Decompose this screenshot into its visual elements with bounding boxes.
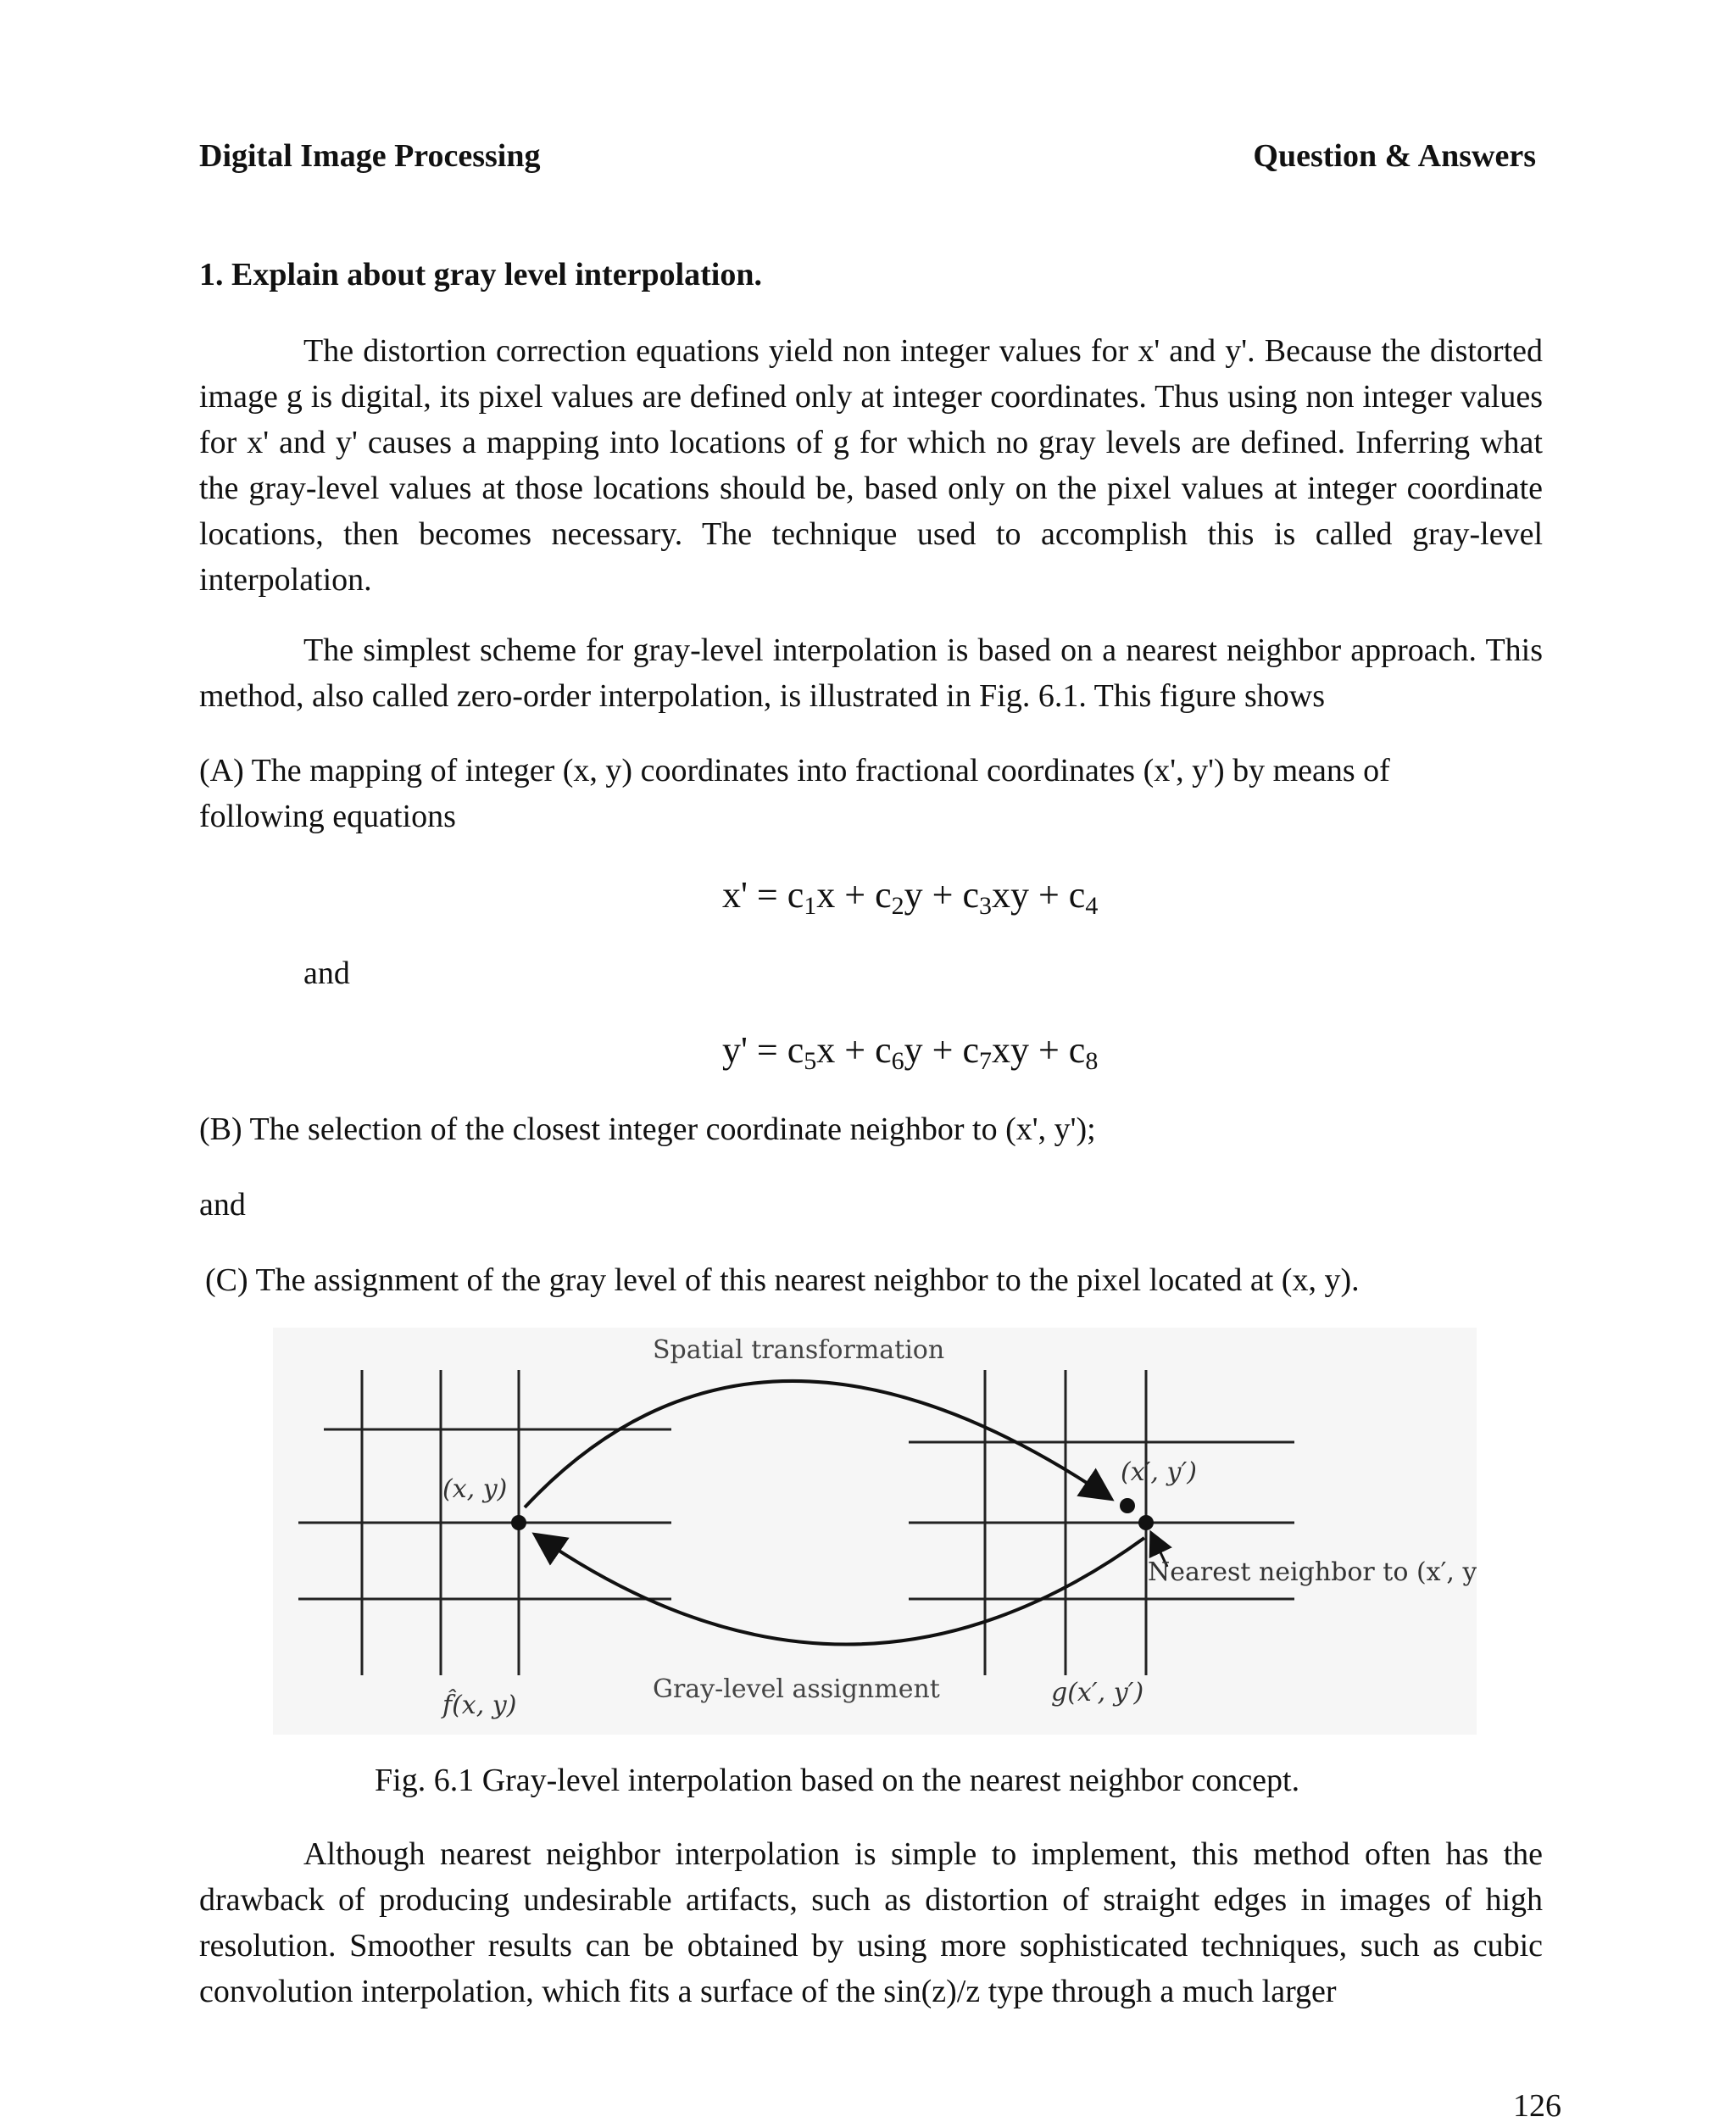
- label-xy: (x, y): [442, 1474, 508, 1504]
- spatial-transformation-arrow: [525, 1381, 1109, 1507]
- connector-and: and: [303, 955, 350, 991]
- point-x-prime-y-prime: [1120, 1498, 1135, 1513]
- point-xy: [511, 1515, 526, 1530]
- page-number: 126: [1513, 2088, 1561, 2124]
- figure-caption: Fig. 6.1 Gray-level interpolation based on the nearest neighbor concept.: [375, 1763, 1300, 1798]
- item-b: (B) The selection of the closest integer coordinate neighbor to (x', y');: [199, 1111, 1096, 1147]
- equation-y-prime: $y' = c_5x + c_6y + c_7xy + c_8$: [722, 1029, 1099, 1075]
- left-grid: [298, 1370, 671, 1675]
- paragraph-artifacts: Although nearest neighbor interpolation is simple to implement, this method often has the drawback of producing undesirable artifacts, such as distortion of straight edges in images of high resolution. Smoother results can be obtained by using more sophisticated techniques, such as cubic convolution interpolation, which fits a surface of the sin(z)/z type through a much larger: [199, 1836, 1543, 2009]
- label-f-hat: f̂(x, y): [442, 1691, 517, 1720]
- label-spatial-transformation: Spatial transformation: [653, 1335, 945, 1365]
- paragraph-nearest-neighbor: The simplest scheme for gray-level interpolation is based on a nearest neighbor approach. This method, also called zero-order interpolation, is illustrated in Fig. 6.1. This figure shows: [199, 632, 1543, 714]
- right-grid: [909, 1370, 1294, 1675]
- equation-x-prime: $x' = c_1x + c_2y + c_3xy + c_4$: [722, 874, 1099, 920]
- connector-and-2: and: [199, 1187, 246, 1223]
- question-title: 1. Explain about gray level interpolation.: [199, 257, 762, 292]
- figure-diagram: [273, 1328, 1477, 1735]
- item-a: (A) The mapping of integer (x, y) coordinates into fractional coordinates (x', y') by means of following equations: [199, 753, 1390, 834]
- label-x-prime-y-prime: (x′, y′): [1121, 1457, 1197, 1487]
- label-gray-level-assignment: Gray-level assignment: [653, 1674, 940, 1704]
- paragraph-intro: The distortion correction equations yield non integer values for x' and y'. Because the distorted image g is digital, its pixel values are defined only at integer coordinates. Thus using non integer values for x' and y' causes a mapping into locations of g for which no gray levels are defined. Inferring what the gray-level values at those locations should be, based only on the pixel values at integer coordinate locations, then becomes necessary. The technique used to accomplish this is called gray-level interpolation.: [199, 333, 1543, 598]
- gray-level-assignment-arrow: [537, 1536, 1144, 1645]
- figure-nearest-neighbor: [273, 1328, 1477, 1735]
- header-title: Digital Image Processing: [199, 138, 541, 174]
- point-nearest-neighbor: [1138, 1515, 1154, 1530]
- label-nearest-neighbor: Nearest neighbor to (x′, y′): [1148, 1557, 1477, 1587]
- item-c: (C) The assignment of the gray level of this nearest neighbor to the pixel located at (x, y).: [205, 1262, 1360, 1298]
- label-g: g(x′, y′): [1051, 1678, 1144, 1707]
- header-section: Question & Answers: [1253, 138, 1536, 174]
